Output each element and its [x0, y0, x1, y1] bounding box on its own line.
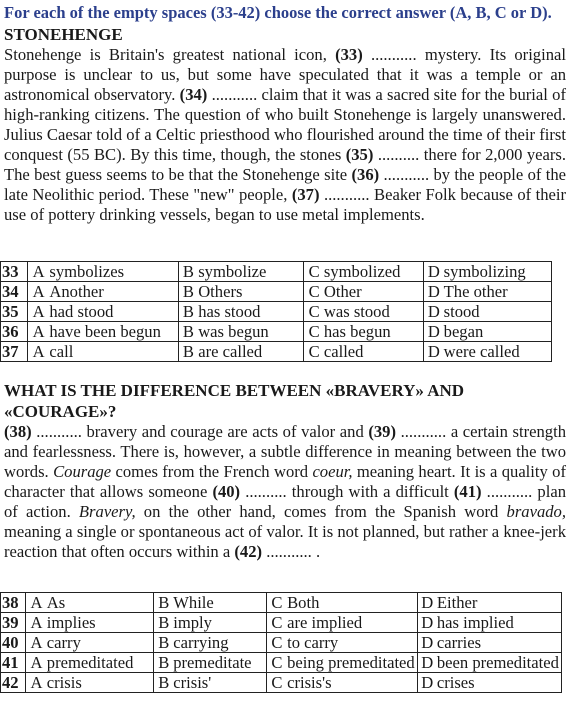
answer-option[interactable]: Another — [49, 282, 178, 302]
answer-option[interactable]: have been begun — [49, 322, 178, 342]
option-letter: B — [154, 653, 173, 673]
answer-option[interactable]: premeditated — [47, 653, 154, 673]
question-number: 39 — [1, 613, 26, 633]
option-letter: A — [27, 302, 49, 322]
text2-section — [4, 380, 566, 562]
question-number: 40 — [1, 633, 26, 653]
gap-number: (38) — [4, 422, 32, 441]
answer-option[interactable]: crisis's — [287, 673, 417, 693]
option-letter: C — [304, 322, 324, 342]
gap-number: (40) — [212, 482, 241, 501]
answer-option[interactable]: symbolizing — [444, 262, 552, 282]
answer-option[interactable]: to carry — [287, 633, 417, 653]
option-letter: B — [178, 302, 198, 322]
text-run: ........... by the people of the late Neolithic period. These "new" people, — [4, 165, 566, 204]
instructions: For each of the empty spaces (33-42) choose the correct answer (A, B, C or D). — [4, 3, 552, 22]
answer-option[interactable]: carry — [47, 633, 154, 653]
text-run: ........... a certain strength and fearlessness. There is, however, a subtle difference in meaning between the two words. — [4, 422, 566, 481]
option-letter: A — [26, 613, 47, 633]
option-letter: B — [178, 282, 198, 302]
question-number: 33 — [1, 262, 28, 282]
question-number: 35 — [1, 302, 28, 322]
answer-option[interactable]: stood — [444, 302, 552, 322]
gap-number: (33) — [335, 45, 363, 64]
answer-option[interactable]: implies — [47, 613, 154, 633]
gap-number: (41) — [453, 482, 482, 501]
answer-option[interactable]: Others — [198, 282, 304, 302]
answer-option[interactable]: are implied — [287, 613, 417, 633]
option-letter: B — [154, 633, 173, 653]
question-row — [1, 282, 552, 302]
gap-number: (39) — [368, 422, 396, 441]
text-run: meaning a single or spontaneous act of valor. It is not planned, but rather a knee-jerk reaction that often occurs within a — [4, 522, 566, 561]
option-letter: C — [266, 673, 287, 693]
question-number: 42 — [1, 673, 26, 693]
option-letter: A — [26, 673, 47, 693]
answer-option[interactable]: crisis' — [173, 673, 266, 693]
answer-option[interactable]: While — [173, 593, 266, 613]
option-letter: C — [266, 613, 287, 633]
italic-word: bravado, — [506, 502, 566, 521]
option-letter: D — [417, 673, 437, 693]
option-letter: D — [417, 613, 437, 633]
option-letter: A — [27, 322, 49, 342]
answer-option[interactable]: crisis — [47, 673, 154, 693]
text-run: ........... . — [262, 542, 321, 561]
gap-number: (35) — [345, 145, 374, 164]
answer-option[interactable]: being premeditated — [287, 653, 417, 673]
answer-option[interactable]: are called — [198, 342, 304, 362]
question-row — [1, 302, 552, 322]
exercise-page — [4, 0, 566, 225]
option-letter: C — [266, 653, 287, 673]
answer-option[interactable]: were called — [444, 342, 552, 362]
text1-paragraph — [4, 45, 566, 225]
answer-option[interactable]: premeditate — [173, 653, 266, 673]
gap-number: (36) — [351, 165, 380, 184]
option-letter: D — [424, 322, 444, 342]
answer-option[interactable]: has implied — [437, 613, 562, 633]
question-row — [1, 633, 562, 653]
text-run: .......... through with a difficult — [240, 482, 454, 501]
option-letter: B — [178, 342, 198, 362]
italic-word: Bravery, — [78, 502, 136, 521]
options-table-33-37 — [0, 261, 552, 362]
option-letter: D — [424, 282, 444, 302]
question-row — [1, 613, 562, 633]
text-run: ........... bravery and courage are acts of valor and — [31, 422, 369, 441]
gap-number: (37) — [291, 185, 320, 204]
option-letter: C — [266, 593, 287, 613]
option-letter: A — [27, 262, 49, 282]
question-row — [1, 673, 562, 693]
option-letter: C — [304, 342, 324, 362]
answer-option[interactable]: Both — [287, 593, 417, 613]
question-number: 37 — [1, 342, 28, 362]
option-letter: D — [424, 302, 444, 322]
text-run: on the other hand, comes from the Spanish word — [135, 502, 507, 521]
text2-paragraph — [4, 422, 566, 562]
question-row — [1, 262, 552, 282]
answer-option[interactable]: began — [444, 322, 552, 342]
question-number: 34 — [1, 282, 28, 302]
gap-number: (34) — [179, 85, 208, 104]
italic-word: Courage — [53, 462, 112, 481]
answer-option[interactable]: crises — [437, 673, 562, 693]
answer-option[interactable]: call — [49, 342, 178, 362]
option-letter: B — [178, 262, 198, 282]
question-row — [1, 322, 552, 342]
answer-option[interactable]: Other — [324, 282, 424, 302]
option-letter: B — [154, 613, 173, 633]
option-letter: A — [27, 342, 49, 362]
answer-option[interactable]: symbolize — [198, 262, 304, 282]
option-letter: A — [26, 593, 47, 613]
answer-option[interactable]: was begun — [198, 322, 304, 342]
question-row — [1, 653, 562, 673]
answer-option[interactable]: Either — [437, 593, 562, 613]
option-letter: B — [154, 593, 173, 613]
option-letter: C — [304, 302, 324, 322]
option-letter: C — [266, 633, 287, 653]
option-letter: D — [424, 342, 444, 362]
text-run: ........... Beaker Folk because of their use of pottery drinking vessels, began to use metal implements. — [4, 185, 566, 224]
text1-title: STONEHENGE — [4, 25, 123, 44]
text-run: ........... claim that it was a sacred site for the burial of high-ranking citizens. The question of who built Stonehenge is largely unanswered. Julius Caesar told of a Celtic priesthood who flourished around the time of their first conquest (55 BC). By this time, though, the stones — [4, 85, 566, 164]
text-run: ........... mystery. Its original purpose is unclear to us, but some have speculated that it was a temple or an astronomical observatory. — [4, 45, 566, 104]
answer-option[interactable]: has stood — [198, 302, 304, 322]
text-run: Stonehenge is Britain's greatest national icon, — [4, 45, 336, 64]
italic-word: coeur, — [312, 462, 353, 481]
answer-option[interactable]: As — [47, 593, 154, 613]
text-run: ........... plan of action. — [4, 482, 566, 521]
option-letter: A — [26, 653, 47, 673]
option-letter: A — [26, 633, 47, 653]
answer-option[interactable]: imply — [173, 613, 266, 633]
option-letter: B — [154, 673, 173, 693]
answer-option[interactable]: had stood — [49, 302, 178, 322]
answer-option[interactable]: has begun — [324, 322, 424, 342]
option-letter: C — [304, 282, 324, 302]
answer-option[interactable]: symbolized — [324, 262, 424, 282]
option-letter: C — [304, 262, 324, 282]
text-run: meaning heart. It is a quality of character that allows someone — [4, 462, 566, 501]
option-letter: D — [424, 262, 444, 282]
option-letter: A — [27, 282, 49, 302]
gap-number: (42) — [234, 542, 263, 561]
question-row — [1, 342, 552, 362]
options-table-38-42 — [0, 592, 562, 693]
text-run: .......... there for 2,000 years. The best guess seems to be that the Stonehenge site — [4, 145, 567, 184]
text2-title: WHAT IS THE DIFFERENCE BETWEEN «BRAVERY» AND «COURAGE»? — [4, 381, 465, 421]
question-number: 36 — [1, 322, 28, 342]
answer-option[interactable]: symbolizes — [49, 262, 178, 282]
question-number: 38 — [1, 593, 26, 613]
answer-option[interactable]: was stood — [324, 302, 424, 322]
option-letter: D — [417, 633, 437, 653]
option-letter: D — [417, 593, 437, 613]
question-number: 41 — [1, 653, 26, 673]
option-letter: D — [417, 653, 437, 673]
option-letter: B — [178, 322, 198, 342]
answer-option[interactable]: been premeditated — [437, 653, 562, 673]
text-run: comes from the French word — [111, 462, 313, 481]
answer-option[interactable]: carrying — [173, 633, 266, 653]
answer-option[interactable]: carries — [437, 633, 562, 653]
question-row — [1, 593, 562, 613]
answer-option[interactable]: The other — [444, 282, 552, 302]
answer-option[interactable]: called — [324, 342, 424, 362]
